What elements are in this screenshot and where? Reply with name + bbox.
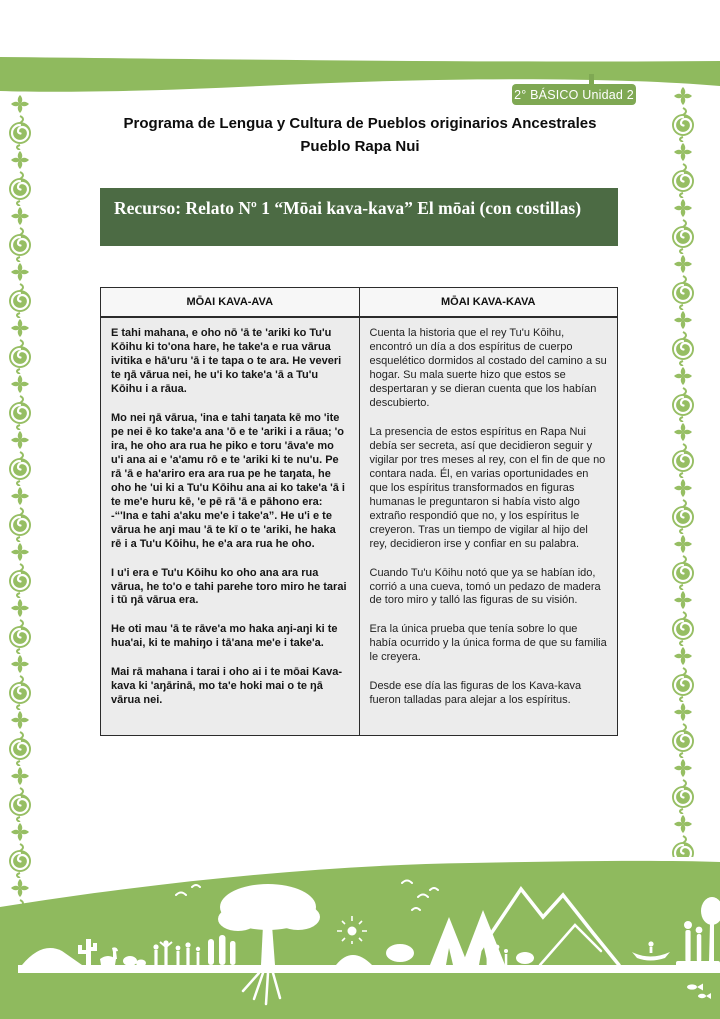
program-title-line1: Programa de Lengua y Cultura de Pueblos originarios Ancestrales <box>123 115 597 132</box>
table-header-row <box>101 288 617 318</box>
spanish-paragraph-3: Cuando Tu'u Kōihu notó que ya se habían ido, corrió a una cueva, tomó un pedazo de madera de toro miro y talló las figuras de su visión. <box>369 566 601 607</box>
program-title-line2: Pueblo Rapa Nui <box>300 137 420 155</box>
program-title <box>90 113 630 158</box>
spanish-paragraph-4: Era la única prueba que tenía sobre lo que había ocurrido y la única forma de que su familia le creyera. <box>369 623 607 664</box>
resource-title-text: Recurso: Relato Nº 1 “Mōai kava-kava” El mōai (con costillas) <box>114 198 582 218</box>
table-body-row <box>101 318 617 735</box>
rapanui-paragraph-4: He oti mau 'ā te rāve'a mo haka aŋi-aŋi ki te hua'ai, ki te mahiŋo i tā'ana me'e i take'a. <box>111 623 338 650</box>
koru-border-right-icon <box>671 86 694 857</box>
rapanui-text-cell <box>101 318 359 735</box>
koru-border-left-icon <box>8 94 31 906</box>
column-header-rapanui: MŌAI KAVA-AVA <box>186 296 274 308</box>
spanish-paragraph-1: Cuenta la historia que el rey Tu'u Kōihu, encontró un día a dos espíritus de cuerpo esquelético dormidos al costado del camino a su hogar. Su mala suerte hizo que estos se despertaran y se dieran cuenta que los habían descubierto. <box>369 327 607 409</box>
comparison-table <box>100 287 618 736</box>
spanish-paragraph-2: La presencia de estos espíritus en Rapa Nui debía ser secreta, así que decidieron seguir y vigilar por tres meses al rey, con el fin de que no contara nada. Él, en varias oportunidades en que los espíritus transformados en figuras humanas le preguntaron si había visto algo extraño respondió que no, y los espíritus le creyeron. Tras un tiempo de vigilar al hijo del rey, decidieron irse y confiar en su palabra. <box>369 425 606 550</box>
resource-title-banner <box>100 188 618 246</box>
unit-badge-label: 2° BÁSICO Unidad 2 <box>514 87 634 102</box>
column-header-spanish: MŌAI KAVA-KAVA <box>359 288 618 316</box>
spanish-paragraph-5: Desde ese día las figuras de los Kava-kava fueron talladas para alejar a los espíritus. <box>369 680 582 707</box>
rapanui-paragraph-3: I u'i era e Tu'u Kōihu ko oho ana ara rua vārua, he to'o e tahi parehe toro miro he tarai i tū ŋā vārua era. <box>111 566 347 607</box>
rapanui-paragraph-1: E tahi mahana, e oho nō 'ā te 'ariki ko Tu'u Kōihu ki to'ona hare, he take'a e rua vārua ivitika e hā'uru 'ā i te tapa o te ara. He veveri te ŋā vārua nei, he u'i ko take'a 'ā a Tu'u Kōihu i a rāua. <box>111 327 342 395</box>
spanish-text-cell <box>359 318 618 735</box>
rapanui-paragraph-2: Mo nei ŋā vārua, 'ina e tahi taŋata kē mo 'ite pe nei ē ko take'a ana 'ō e te 'ariki i a rāua; 'o ira, he oho ara rua he piko e toru 'āva'e mo u'i ana ai e 'a'amu rō e te 'ariki ki te nu'u. Pe rā 'ā e ha'ariro era ara rua pe he taŋata, he oho he 'ui ki a Tu'u Kōihu ana ai ko take'a 'ā i te me'e huru kē, 'e pē rā 'ā e pāhono era: -“'Ina e tahi a'aku me'e i take'a”. He u'i e te vārua he aŋi mau 'ā te kī o te 'ariki, he haka rē i a Tu'u Kōihu, he e'a ara rua he oho. <box>111 411 345 550</box>
unit-badge <box>512 84 636 105</box>
footer-landscape-illustration <box>0 855 720 1019</box>
rapanui-paragraph-5: Mai rā mahana i tarai i oho ai i te mōai Kava-kava ki 'aŋārinā, mo ta'e hoki mai o te ŋā vārua nei. <box>111 666 343 707</box>
